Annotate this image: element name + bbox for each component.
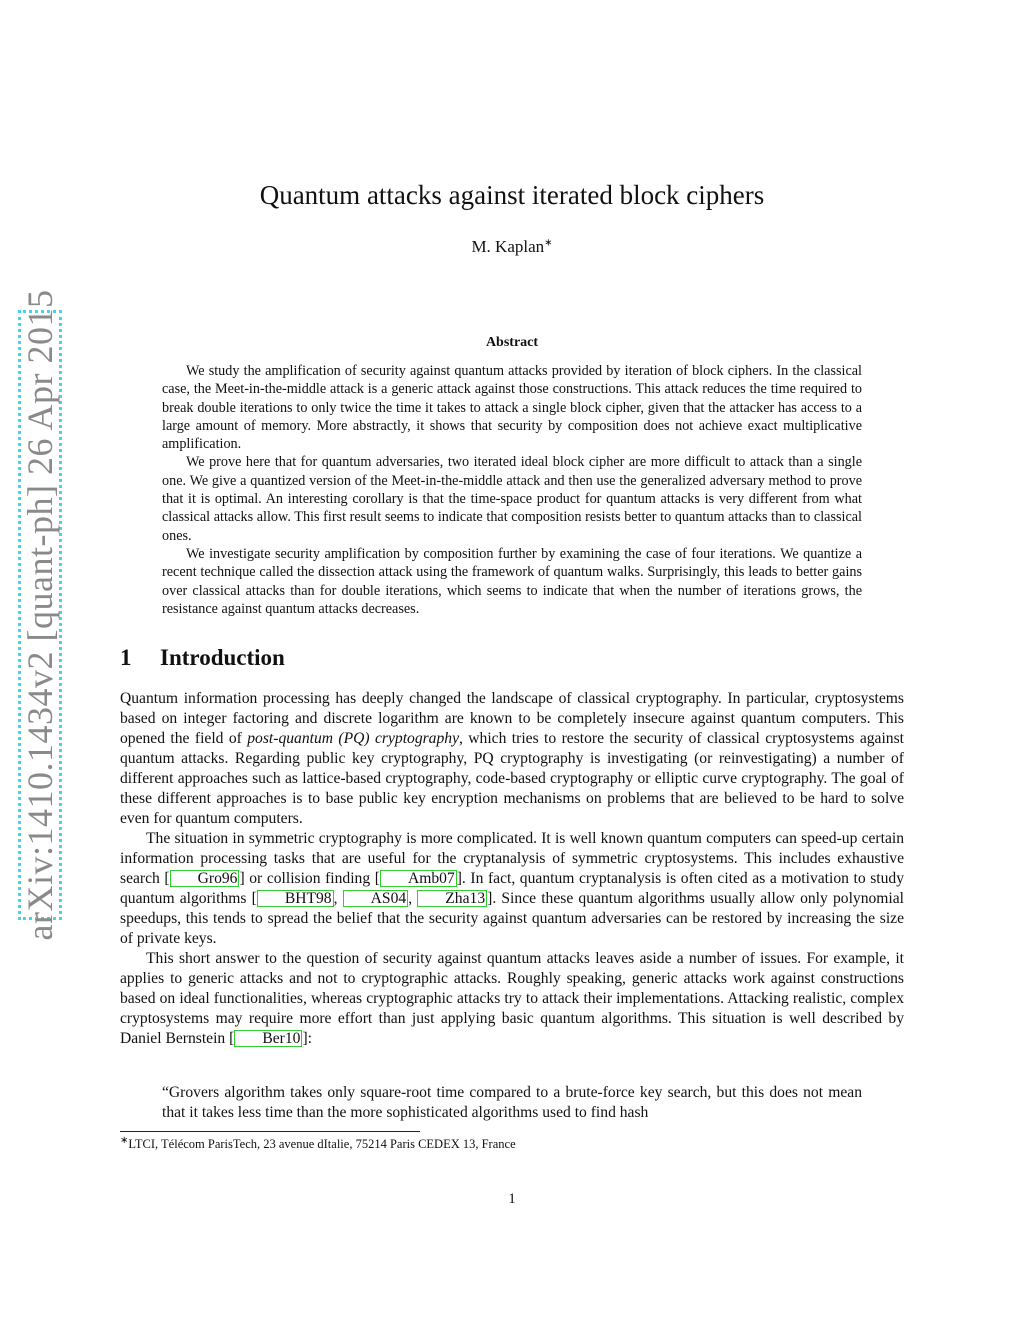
intro-p1-emphasis: post-quantum (PQ) cryptography <box>247 730 459 747</box>
intro-paragraph-2: The situation in symmetric cryptography is more complicated. It is well known quantum computers can speed-up certain information processing tasks that are useful for the cryptanalysis of symmetric cryptosystems. This includes exhaustive search [ Gro96 ] or collision finding [ Amb07 ]. In fact, quantum cryptanalysis is often cited as a motivation to study quantum algorithms [ BHT98 , AS04 , Zha13 ]. Since these quantum algorithms usually allow only polynomial speedups, this tends to spread the belief that the security against quantum adversaries can be restored by increasing the size of private keys. <box>120 830 905 947</box>
footnote-text: LTCI, Télécom ParisTech, 23 avenue dItalie, 75214 Paris CEDEX 13, France <box>128 1137 516 1152</box>
arxiv-stamp <box>18 289 62 941</box>
footnote-divider <box>120 1131 420 1132</box>
footnote-mark: ∗ <box>120 1135 129 1146</box>
author-footnote-mark: ∗ <box>544 237 553 249</box>
intro-p2-text-a: The situation in symmetric cryptography is more complicated. It is well known quantum computers can speed-up certain information processing tasks that are useful for the cryptanalysis of symmetric cryptosystems. This includes exhaustive search <box>120 830 904 887</box>
page-number: 1 <box>508 1191 516 1207</box>
citation-link-amb07[interactable]: Amb07 <box>380 870 457 887</box>
intro-paragraph-1 <box>120 689 904 829</box>
abstract-body <box>162 362 862 618</box>
introduction-body <box>120 689 904 1049</box>
author-line <box>0 237 1024 257</box>
abstract-paragraph-1: We study the amplification of security against quantum attacks provided by iteration of block ciphers. In the classical case, the Meet-in-the-middle attack is a generic attack against those constructions. This attack reduces the time required to break double iterations to only twice the time it takes to attack a single block cipher, given that the attacker has access to a large amount of memory. More abstractly, it shows that security by composition does not achieve exact multiplicative amplification. <box>162 363 862 453</box>
section-title: Introduction <box>160 645 285 670</box>
intro-p1-text-b: , which tries to restore the security of classical cryptosystems against quantum attacks. Regarding public key cryptography, PQ cryptography is investigating (or reinvestigating) a number of different approaches such as lattice-based cryptography, code-based cryptography or elliptic curve cryptography. The goal of these different approaches is to base public key encryption mechanisms on problems that are believed to be hard to solve even for quantum computers. <box>120 730 904 827</box>
section-heading <box>120 645 285 671</box>
paper-title: Quantum attacks against iterated block ciphers <box>259 180 765 210</box>
footnote <box>120 1135 904 1152</box>
intro-p2-text-d: , <box>333 890 343 907</box>
intro-paragraph-3: This short answer to the question of security against quantum attacks leaves aside a number of issues. For example, it applies to generic attacks and not to cryptographic attacks. Roughly speaking, generic attacks work against constructions based on ideal functionalities, whereas cryptographic attacks try to attack their implementations. Attacking realistic, complex cryptosystems may require more effort than just applying basic quantum algorithms. This situation is well described by Daniel Bernstein [ Ber10 ]: <box>120 950 904 1047</box>
intro-p2-text-c: . In fact, quantum cryptanalysis is often cited as a motivation to study quantum algorithms [ <box>120 870 904 907</box>
citation-link-gro96[interactable]: Gro96 <box>170 870 240 887</box>
abstract-paragraph-2: We prove here that for quantum adversaries, two iterated ideal block cipher are more difficult to attack than a single one. We give a quantized version of the Meet-in-the-middle attack and then use the generalized adversary method to prove that it is optimal. An interesting corollary is that the time-space product for quantum attacks is very different from what classical attacks allow. This first result seems to indicate that composition resists better to quantum attacks than to classical ones. <box>162 454 862 544</box>
intro-p3-text-b: : <box>307 1030 312 1047</box>
block-quote: “Grovers algorithm takes only square-root time compared to a brute-force key search, but this does not mean that it takes less time than the more sophisticated algorithms used to find hash <box>162 1084 862 1121</box>
abstract-heading: Abstract <box>485 335 539 350</box>
intro-p2-text-b: or collision finding <box>244 870 375 887</box>
citation-link-ber10[interactable]: Ber10 <box>234 1030 302 1047</box>
intro-p2-text-f: ]. Since these quantum algorithms usually allow only polynomial speedups, this tends to spread the belief that the security against quantum adversaries can be restored by increasing the size of private keys. <box>120 890 905 947</box>
citation-link-as04[interactable]: AS04 <box>343 890 409 907</box>
section-number: 1 <box>120 645 132 670</box>
intro-p2-text-e: , <box>408 890 418 907</box>
intro-p1-text-a: Quantum information processing has deeply changed the landscape of classical cryptography. In particular, cryptosystems based on integer factoring and discrete logarithm are known to be completely insecure against quantum computers. This opened the field of <box>120 690 904 747</box>
intro-p3-text-a: This short answer to the question of security against quantum attacks leaves aside a number of issues. For example, it applies to generic attacks and not to cryptographic attacks. Roughly speaking, generic attacks work against constructions based on ideal functionalities, whereas cryptographic attacks try to attack their implementations. Attacking realistic, complex cryptosystems may require more effort than just applying basic quantum algorithms. This situation is well described by Daniel Bernstein <box>120 950 904 1047</box>
citation-link-bht98[interactable]: BHT98 <box>257 890 334 907</box>
citation-link-zha13[interactable]: Zha13 <box>417 890 487 907</box>
arxiv-stamp-text: arXiv:1410.1434v2 [quant-ph] 26 Apr 2015 <box>20 289 60 941</box>
author-name: M. Kaplan <box>471 237 545 256</box>
abstract-paragraph-3: We investigate security amplification by composition further by examining the case of four iterations. We quantize a recent technique called the dissection attack using the framework of quantum walks. Surprisingly, this leads to better gains over classical attacks than for double iterations, which seems to indicate that when the number of iterations grows, the resistance against quantum attacks decreases. <box>162 545 862 617</box>
